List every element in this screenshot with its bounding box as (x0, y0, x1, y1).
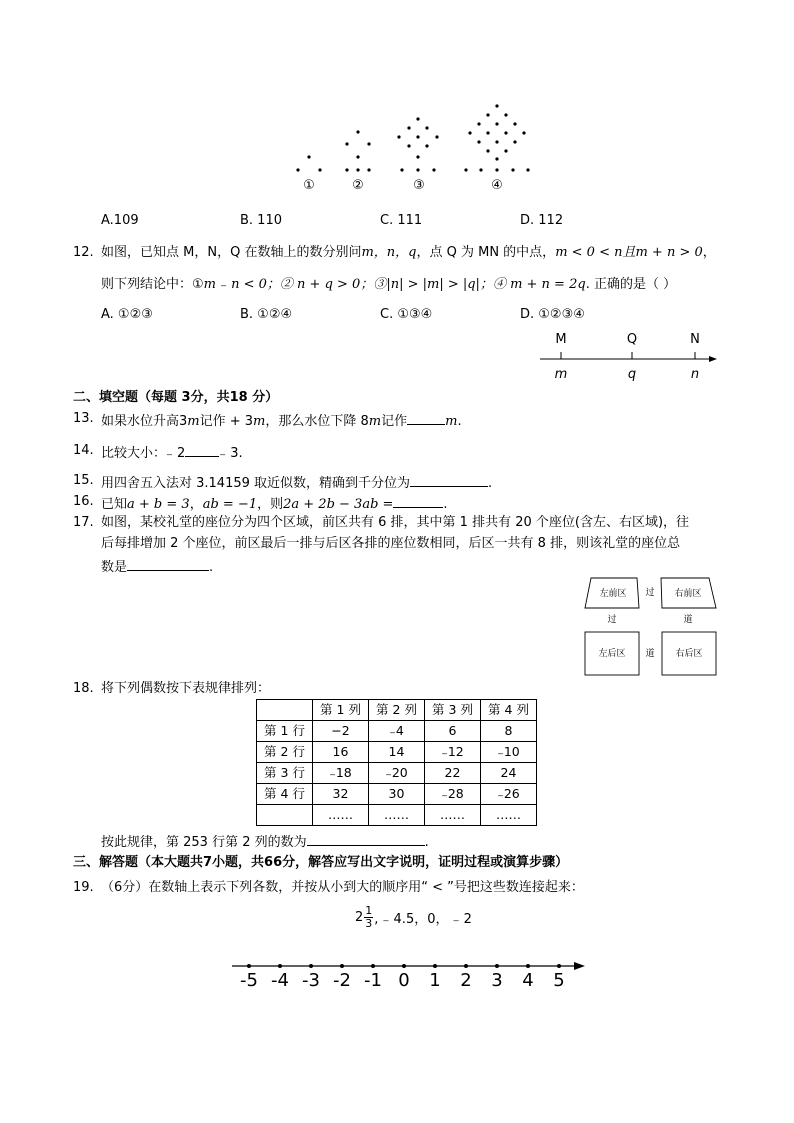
table-row (257, 763, 537, 784)
figure-2-dots (345, 130, 370, 171)
table-row (257, 805, 537, 826)
q16-text-b: ，则 (257, 497, 284, 512)
q19-fraction-num: 1 (365, 904, 373, 917)
axis-tick-label: -4 (271, 970, 289, 991)
table-cell: 第 2 行 (257, 742, 313, 763)
q12-line1-end: ， (702, 245, 716, 260)
q17-end: . (209, 560, 214, 575)
back-left-label: 左后区 (598, 649, 626, 659)
q12-option-b: B. ①②④ (240, 307, 293, 322)
q19-number-list (355, 905, 472, 930)
section2-heading: 二、填空题（每题 3分，共18 分） (73, 390, 279, 405)
axis-tick-label: 3 (491, 970, 503, 991)
q14-answer-blank[interactable] (185, 443, 219, 457)
table-cell: ₋20 (369, 763, 425, 784)
axis-tick-label: -3 (302, 970, 320, 991)
q13-unit4: m (445, 414, 458, 429)
q13-text-a: 如果水位升高3 (101, 414, 188, 429)
q13-unit: m (187, 414, 200, 429)
table-cell: ₋18 (313, 763, 369, 784)
q16-number: 16. (73, 494, 94, 509)
table-cell: …… (369, 805, 425, 826)
axis-tick-dot (309, 964, 313, 968)
table-header-cell: 第 4 列 (481, 700, 537, 721)
q19-rest: , ₋ 4.5，0， ₋ 2 (374, 912, 472, 927)
table-cell: …… (313, 805, 369, 826)
table-header-cell (257, 700, 313, 721)
q13-answer-blank[interactable] (407, 411, 445, 425)
q18-answer-blank[interactable] (307, 832, 425, 846)
q13-unit3: m (368, 414, 382, 429)
axis-tick-dot (433, 964, 437, 968)
table-cell: 14 (369, 742, 425, 763)
q15-end: . (488, 476, 493, 491)
q13-text-c: ，那么水位下降 8 (265, 414, 369, 429)
q17-line2: 后每排增加 2 个座位，前区最后一排与后区各排的座位数相同，后区一共有 8 排，则该礼堂的座位总 (101, 536, 681, 551)
q13-text-b: 记作 + 3 (199, 414, 254, 429)
q16-text (101, 494, 448, 513)
axis-tick-label: -2 (333, 970, 351, 991)
q13-text (101, 411, 462, 430)
q12-line1-c: m < 0 < n且m + n > 0 (555, 245, 703, 260)
q13-number: 13. (73, 411, 94, 426)
axis-tick-dot (371, 964, 375, 968)
q19-fraction (364, 905, 373, 930)
q13-end: . (457, 414, 462, 429)
seating-diagram (582, 576, 722, 678)
table-cell: ₋10 (481, 742, 537, 763)
q12-option-c: C. ①③④ (380, 307, 433, 322)
table-cell: ₋26 (481, 784, 537, 805)
figure-3-dots (397, 117, 438, 171)
axis-tick-label: 0 (398, 970, 410, 991)
q15-text (101, 473, 492, 492)
axis-tick-label: 2 (460, 970, 472, 991)
table-header-cell: 第 1 列 (313, 700, 369, 721)
table-cell: ₋4 (369, 721, 425, 742)
q18-end: . (424, 835, 429, 850)
q18-question (101, 832, 429, 851)
q18-question-text: 按此规律，第 253 行第 2 列的数为 (101, 835, 307, 850)
aisle-top-label: 过 (645, 588, 655, 598)
q12-line2-a: 则下列结论中：① (101, 277, 204, 292)
figure-4-dots (464, 104, 529, 171)
q12-number: 12. (73, 245, 94, 260)
q16-expr3: 2a + 2b − 3ab = (283, 497, 394, 512)
axis-tick-dot (464, 964, 468, 968)
figure-3-label: ③ (413, 178, 425, 193)
front-left-label: 左前区 (599, 589, 627, 599)
q12-line1-vars: m，n，q (361, 245, 417, 260)
q12-line1 (101, 245, 716, 261)
back-right-label: 右后区 (675, 649, 703, 659)
point-q-label: Q (626, 332, 638, 347)
q15-number: 15. (73, 473, 94, 488)
table-cell: 8 (481, 721, 537, 742)
table-cell: −2 (313, 721, 369, 742)
q16-text-a: 已知 (101, 497, 128, 512)
q11-option-b: B. 110 (240, 213, 282, 228)
section3-heading: 三、解答题（本大题共7小题，共66分，解答应写出文字说明，证明过程或演算步骤） (73, 855, 569, 870)
q17-answer-blank[interactable] (127, 557, 209, 571)
axis-tick-dot (278, 964, 282, 968)
q17-number: 17. (73, 515, 94, 530)
q12-option-a: A. ①②③ (101, 307, 153, 322)
table-cell: 30 (369, 784, 425, 805)
table-cell: …… (481, 805, 537, 826)
q19-mixed-whole: 2 (355, 910, 364, 925)
front-right-label: 右前区 (674, 589, 702, 599)
point-n-label: N (690, 332, 700, 347)
q16-expr1: a + b = 3 (127, 497, 190, 512)
q13-unit2: m (253, 414, 266, 429)
q19-number-line[interactable] (225, 953, 595, 993)
q19-text: （6分）在数轴上表示下列各数，并按从小到大的顺序用“ < ”号把这些数连接起来： (101, 880, 584, 895)
point-m-label: M (555, 332, 567, 347)
table-row (257, 742, 537, 763)
axis-tick-label: -5 (240, 970, 258, 991)
axis-tick-label: 5 (553, 970, 565, 991)
axis-tick-dot (495, 964, 499, 968)
table-header-cell: 第 2 列 (369, 700, 425, 721)
q14-number: 14. (73, 443, 94, 458)
aisle-left-label: 过 (607, 615, 617, 625)
axis-tick-label: 1 (429, 970, 441, 991)
q16-end: . (443, 497, 448, 512)
q12-option-d: D. ①②③④ (520, 307, 585, 322)
dot-pattern-figures (0, 95, 794, 295)
axis-tick-dot (340, 964, 344, 968)
figure-2-label: ② (352, 178, 364, 193)
table-cell: 16 (313, 742, 369, 763)
table-cell: 22 (425, 763, 481, 784)
q16-answer-blank[interactable] (393, 494, 443, 508)
table-header-row (257, 700, 537, 721)
table-header-cell: 第 3 列 (425, 700, 481, 721)
figure-1-label: ① (303, 178, 315, 193)
q19-fraction-den: 3 (365, 917, 373, 930)
table-cell: 32 (313, 784, 369, 805)
q18-number: 18. (73, 681, 94, 696)
aisle-mid-label: 道 (645, 649, 655, 659)
even-number-table (256, 699, 537, 826)
table-cell: 第 3 行 (257, 763, 313, 784)
axis-tick-dot (557, 964, 561, 968)
q13-text-d: 记作 (381, 414, 408, 429)
q19-number: 19. (73, 880, 94, 895)
q17-line1: 如图，某校礼堂的座位分为四个区域，前区共有 6 排，其中第 1 排共有 20 个座位(含左、右区域)，往 (101, 515, 690, 530)
q12-line2-b: m ₋ n < 0；② n + q > 0；③|n| > |m| > |q|；④ m + n = 2q (203, 277, 586, 292)
q14-text-a: 比较大小：₋ 2 (101, 446, 186, 461)
axis-tick-dot (247, 964, 251, 968)
q12-line2-c: . 正确的是（ ） (585, 277, 677, 292)
table-cell: 第 1 行 (257, 721, 313, 742)
figure-4-label: ④ (491, 178, 503, 193)
q16-expr2: ab = −1 (202, 497, 258, 512)
aisle-right-label: 道 (683, 615, 693, 625)
axis-tick-dot (526, 964, 530, 968)
q12-line1-a: 如图，已知点 M，N，Q 在数轴上的数分别问 (101, 245, 362, 260)
q12-number-line (535, 328, 735, 384)
axis-tick-label: 4 (522, 970, 534, 991)
q16-comma: ， (189, 497, 203, 512)
table-cell: 第 4 行 (257, 784, 313, 805)
table-cell (257, 805, 313, 826)
q17-line3-text: 数是 (101, 560, 128, 575)
q15-answer-blank[interactable] (410, 473, 488, 487)
q12-line1-b: ，点 Q 为 MN 的中点， (416, 245, 556, 260)
table-cell: ₋12 (425, 742, 481, 763)
q11-option-a: A.109 (101, 213, 139, 228)
q12-line2 (101, 277, 676, 293)
q15-text-main: 用四舍五入法对 3.14159 取近似数，精确到千分位为 (101, 476, 411, 491)
q18-intro: 将下列偶数按下表规律排列： (101, 681, 271, 696)
axis-tick-label: -1 (364, 970, 382, 991)
q11-option-d: D. 112 (520, 213, 564, 228)
table-row (257, 784, 537, 805)
table-cell: 6 (425, 721, 481, 742)
figure-1-dots (296, 155, 321, 171)
point-m-var: m (554, 367, 568, 382)
q17-line3 (101, 557, 213, 576)
table-cell: …… (425, 805, 481, 826)
table-row (257, 721, 537, 742)
point-q-var: q (627, 367, 637, 382)
q14-text (101, 443, 243, 462)
point-n-var: n (690, 367, 700, 382)
axis-tick-dot (402, 964, 406, 968)
q11-option-c: C. 111 (380, 213, 423, 228)
q14-text-b: ₋ 3. (219, 446, 243, 461)
table-cell: 24 (481, 763, 537, 784)
table-cell: ₋28 (425, 784, 481, 805)
